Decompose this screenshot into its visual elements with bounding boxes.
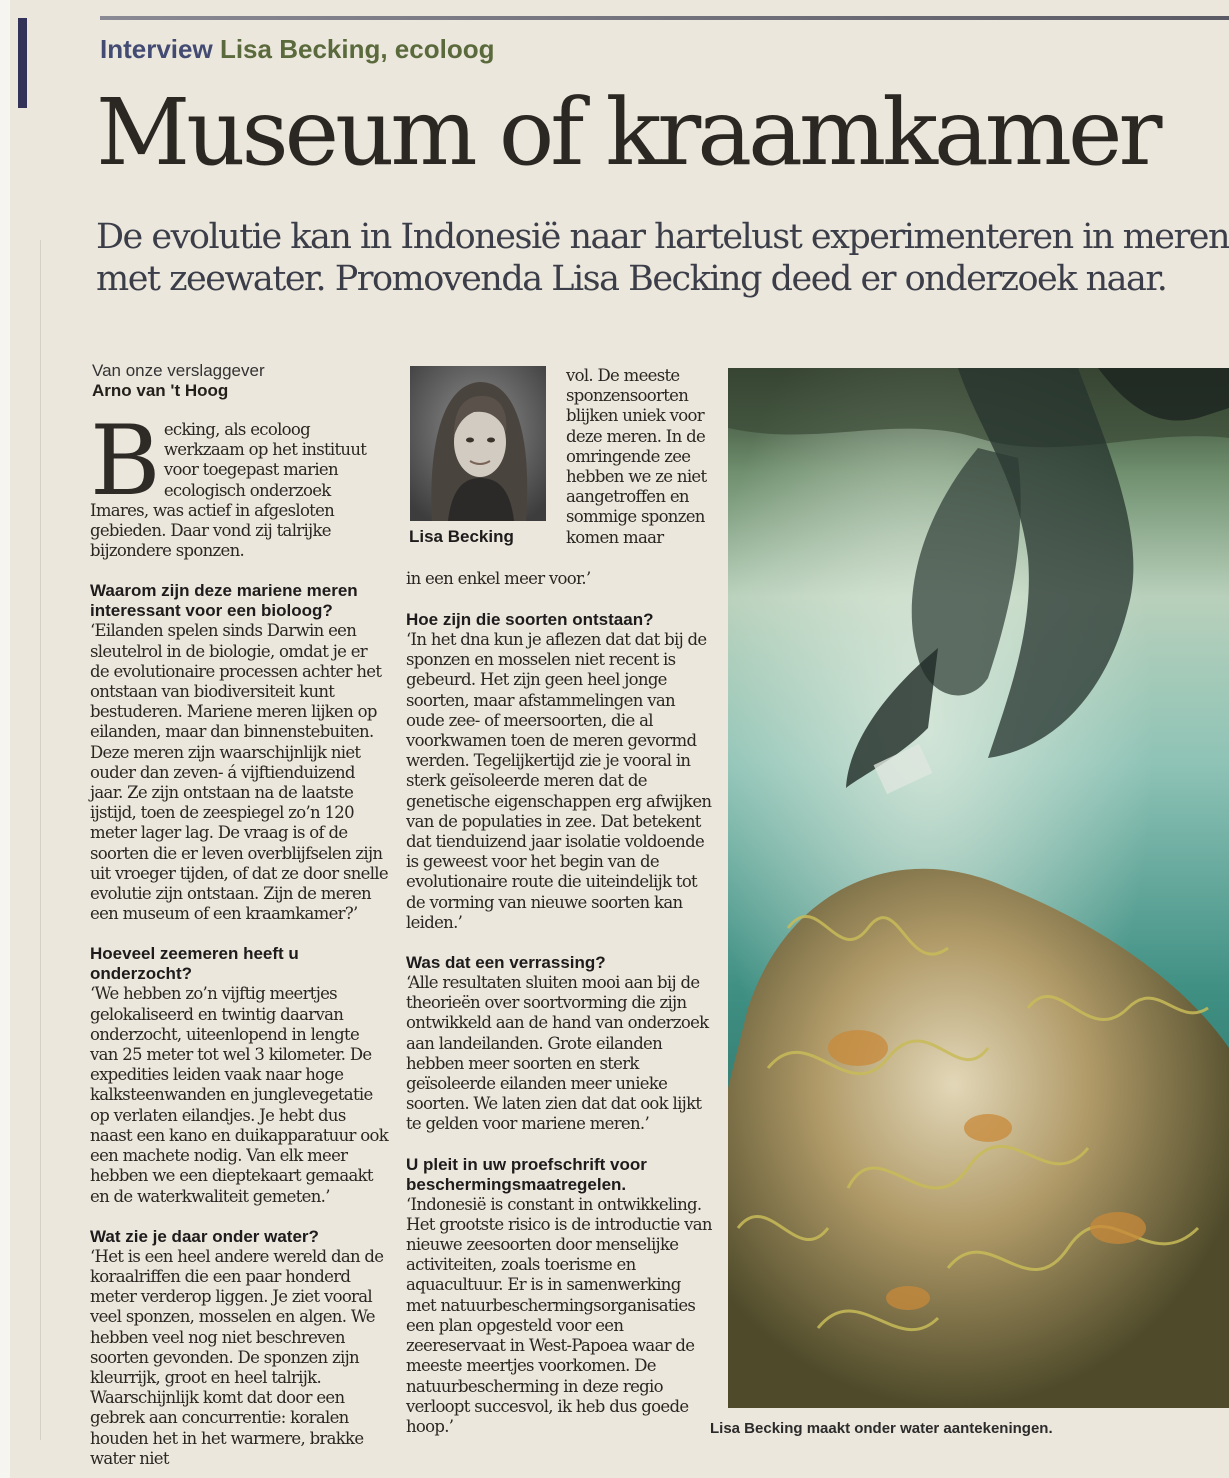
underwater-image — [728, 368, 1229, 1408]
byline — [92, 361, 392, 401]
column-2-continuation-end: in een enkel meer voor.’ — [406, 569, 591, 588]
answer-4: ‘In het dna kun je aflezen dat dat bij de sponzen en mosselen niet recent is gebeurd. Het zijn geen heel jonge soorten, maar afstammelingen van oude zee- of meersoorten, die al voorkwamen toen de meren gevormd werden. Tegelijkertijd zie je vooral in sterk geïsoleerde meren dat de genetische eigenschappen erg afwijken van de populaties in zee. Dat betekent dat tienduizend jaar isolatie voldoende is geweest voor het begin van de evolutionaire route die uiteindelijk tot de vorming van nieuwe soorten kan leiden.’ — [406, 630, 712, 932]
column-2-continuation: vol. De meeste sponzensoorten blijken uniek voor deze meren. In de omringende zee hebben we ze niet aangetroffen en sommige sponzen komen maar — [566, 366, 707, 547]
dropcap: B — [90, 405, 160, 517]
column-2 — [406, 610, 712, 1437]
page-edge — [0, 0, 10, 1478]
intro: De evolutie kan in Indonesië naar hartelust experimenteren in meren met zeewater. Promovenda Lisa Becking deed er onderzoek naar. — [96, 217, 1229, 299]
answer-1: ‘Eilanden spelen sinds Darwin een sleutelrol in de biologie, omdat je er de evolutionaire processen achter het ontstaan van biodiversiteit kunt bestuderen. Mariene meren lijken op eilanden, maar dan binnenstebuiten. Deze meren zijn waarschijnlijk niet ouder dan zeven- á vijftienduizend jaar. Ze zijn ontstaan na de laatste ijstijd, toen de zeespiegel zo’n 120 meter lager lag. De vraag is of de soorten die er leven overblijfselen zijn uit vroeger tijden, of dat ze door snelle evolutie zijn ontstaan. Zijn de meren een museum of een kraamkamer?’ — [90, 621, 388, 924]
answer-3: ‘Het is een heel andere wereld dan de koraalriffen die een paar honderd meter verderop liggen. Je ziet vooral veel sponzen, mosselen en algen. We hebben veel nog niet beschreven soorten gevonden. De sponzen zijn kleurrijk, groot en heel talrijk. Waarschijnlijk komt dat door een gebrek aan concurrentie: koralen houden het in het warmere, brakke water niet — [90, 1246, 384, 1468]
column-1 — [90, 405, 390, 1469]
portrait-image — [410, 366, 546, 521]
answer-6: ‘Indonesië is constant in ontwikkeling. Het grootste risico is de introductie van nieuwe zeesoorten door menselijke activiteiten, zoals toerisme en aquacultuur. Er is in samenwerking met natuurbeschermingsorganisaties een plan opgesteld voor een zeereservaat in West-Papoea waar de meeste meertjes voorkomen. De natuurbescherming in deze regio verloopt succesvol, ik heb dus goede hoop.’ — [406, 1194, 712, 1436]
byline-author: Arno van 't Hoog — [92, 381, 229, 400]
question-5: Was dat een verrassing? — [406, 953, 606, 973]
fold-line — [40, 240, 41, 1440]
question-4: Hoe zijn die soorten ontstaan? — [406, 610, 654, 629]
portrait-caption: Lisa Becking — [409, 527, 514, 546]
underwater-photo — [728, 368, 1229, 1408]
question-3: Wat zie je daar onder water? — [90, 1226, 319, 1246]
rubric-label: Interview — [100, 34, 213, 64]
photo-caption: Lisa Becking maakt onder water aantekeningen. — [710, 1420, 1053, 1437]
byline-prefix: Van onze verslaggever — [92, 361, 265, 380]
headline: Museum of kraamkamer — [96, 79, 1159, 186]
lead-text: ecking, als ecoloog werkzaam op het instituut voor toegepast marien ecologisch onderzoek Imares, was actief in afgesloten gebieden. Daar vond zij talrijke bijzondere sponzen. — [90, 420, 367, 561]
question-2: Hoeveel zeemeren heeft u onderzocht? — [90, 944, 299, 984]
lead-paragraph — [90, 405, 390, 561]
rubric — [100, 34, 494, 65]
rubric-subject: Lisa Becking, ecoloog — [219, 34, 495, 64]
top-rule — [100, 16, 1229, 20]
question-6: U pleit in uw proefschrift voor beschermingsmaatregelen. — [406, 1154, 647, 1194]
question-1: Waarom zijn deze mariene meren interessant voor een bioloog? — [90, 581, 358, 621]
answer-5: ‘Alle resultaten sluiten mooi aan bij de theorieën over soortvorming die zijn ontwikkeld aan de hand van onderzoek aan landeilanden. Grote eilanden hebben meer soorten en sterk geïsoleerde eilanden meer unieke soorten. We laten zien dat dat ook lijkt te gelden voor mariene meren.’ — [406, 973, 709, 1134]
section-marker — [18, 18, 27, 108]
portrait-photo — [410, 366, 546, 521]
answer-2: ‘We hebben zo’n vijftig meertjes gelokaliseerd en twintig daarvan onderzocht, uiteenlopend in lengte van 25 meter tot wel 3 kilometer. De expedities leiden vaak naar hoge kalksteenwanden en junglevegetatie op verlaten eilandjes. Je hebt dus naast een kano en duikapparatuur ook een machete nodig. Van elk meer hebben we een dieptekaart gemaakt en de waterkwaliteit gemeten.’ — [90, 984, 388, 1206]
